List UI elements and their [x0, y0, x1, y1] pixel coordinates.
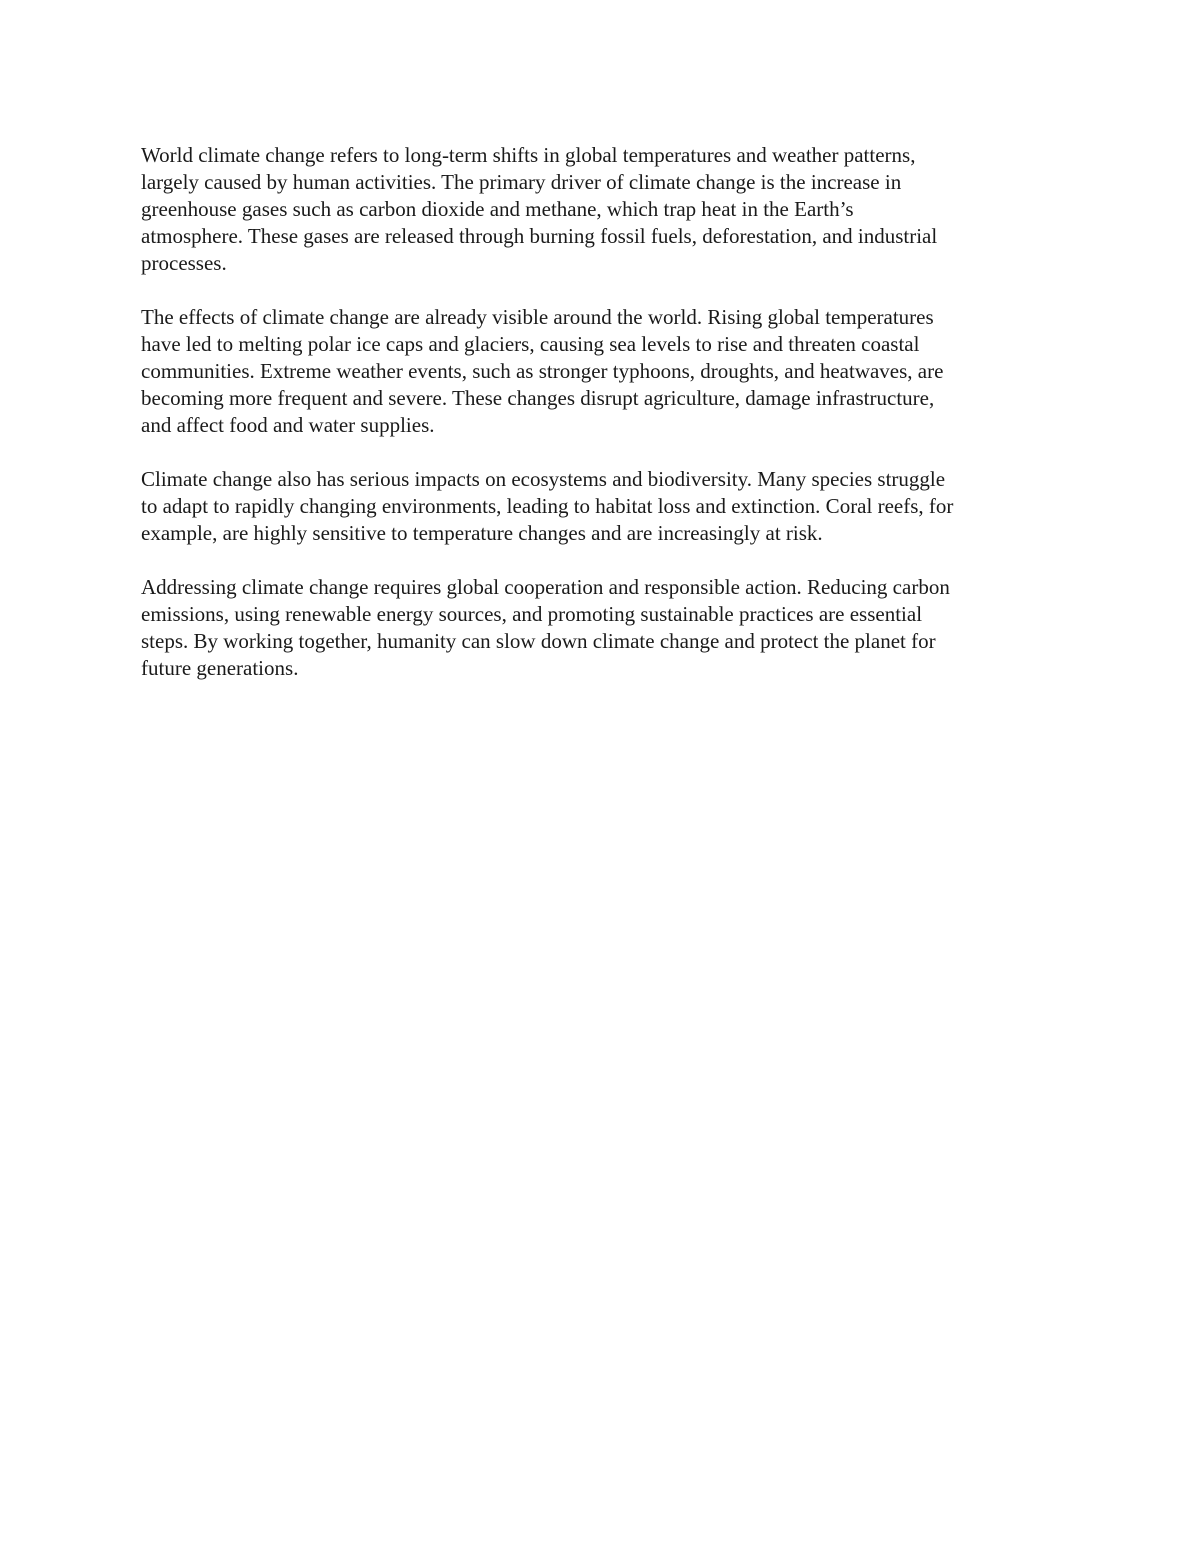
text-line: The effects of climate change are already visible around the world. Rising global temperatures [141, 305, 934, 329]
text-line: to adapt to rapidly changing environments, leading to habitat loss and extinction. Coral reefs, for [141, 494, 954, 518]
document-body [141, 142, 1061, 709]
text-line: Addressing climate change requires global cooperation and responsible action. Reducing carbon [141, 575, 950, 599]
paragraph-effects [141, 304, 1061, 439]
text-line: steps. By working together, humanity can slow down climate change and protect the planet for [141, 629, 936, 653]
text-line: future generations. [141, 656, 299, 680]
text-line: communities. Extreme weather events, such as stronger typhoons, droughts, and heatwaves, are [141, 359, 944, 383]
text-line: emissions, using renewable energy sources, and promoting sustainable practices are essential [141, 602, 923, 626]
text-line: have led to melting polar ice caps and glaciers, causing sea levels to rise and threaten coastal [141, 332, 920, 356]
text-line: atmosphere. These gases are released through burning fossil fuels, deforestation, and industrial [141, 224, 938, 248]
text-line: processes. [141, 251, 227, 275]
text-line: example, are highly sensitive to temperature changes and are increasingly at risk. [141, 521, 823, 545]
text-line: largely caused by human activities. The primary driver of climate change is the increase in [141, 170, 902, 194]
text-line: World climate change refers to long-term shifts in global temperatures and weather patterns, [141, 143, 916, 167]
paragraph-addressing [141, 574, 1061, 682]
text-line: greenhouse gases such as carbon dioxide and methane, which trap heat in the Earth’s [141, 197, 854, 221]
paragraph-ecosystems [141, 466, 1061, 547]
text-line: Climate change also has serious impacts on ecosystems and biodiversity. Many species struggle [141, 467, 946, 491]
text-line: and affect food and water supplies. [141, 413, 435, 437]
text-line: becoming more frequent and severe. These changes disrupt agriculture, damage infrastructure, [141, 386, 935, 410]
paragraph-intro [141, 142, 1061, 277]
